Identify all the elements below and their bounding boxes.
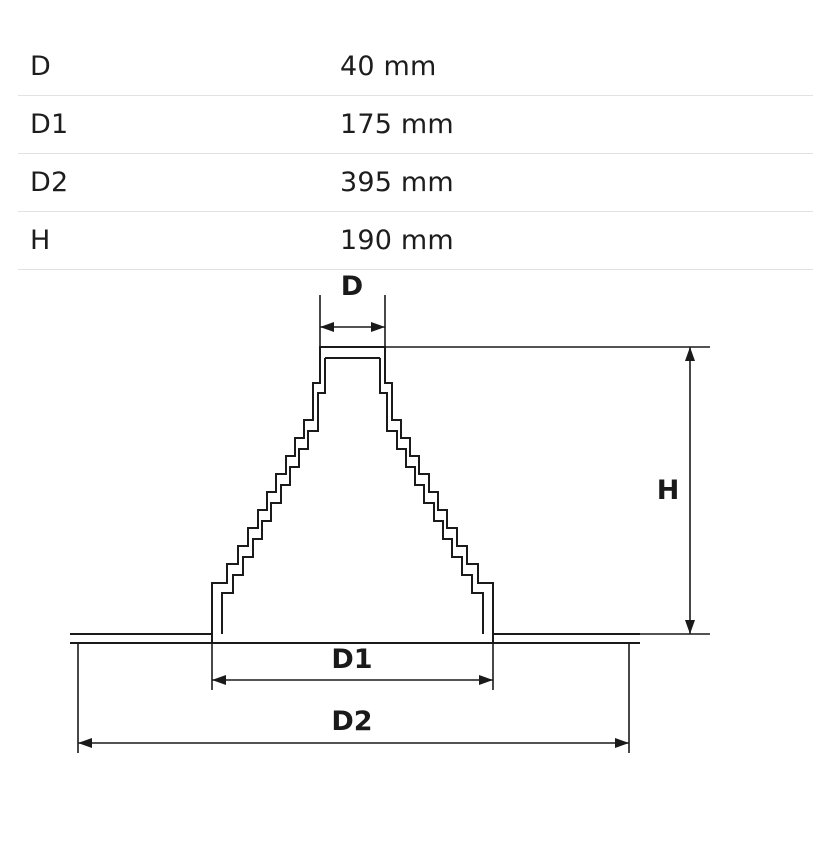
- arrow-head: [320, 322, 334, 332]
- table-row: [18, 38, 813, 96]
- stepped-cone-inner-lines: [70, 358, 640, 643]
- dimension-d: [320, 271, 385, 347]
- spec-key: D1: [30, 109, 69, 140]
- spec-value: 190 mm: [340, 225, 454, 256]
- spec-value: 175 mm: [340, 109, 454, 140]
- spec-key: H: [30, 225, 51, 256]
- dimension-label-d: D: [340, 271, 364, 302]
- dimension-h: [385, 347, 710, 634]
- technical-drawing: [0, 265, 829, 854]
- spec-value: 40 mm: [340, 51, 437, 82]
- specification-table: [18, 38, 813, 270]
- arrow-head: [615, 738, 629, 748]
- spec-key: D2: [30, 167, 69, 198]
- stepped-cone-outline: [70, 347, 640, 634]
- table-row: [18, 212, 813, 270]
- arrow-head: [685, 620, 695, 634]
- dimension-label-h: H: [656, 475, 680, 506]
- arrow-head: [371, 322, 385, 332]
- arrow-head: [212, 675, 226, 685]
- dimension-label-d2: D2: [331, 706, 373, 737]
- arrow-head: [78, 738, 92, 748]
- dimension-d1: [212, 643, 493, 690]
- table-row: [18, 96, 813, 154]
- spec-key: D: [30, 51, 51, 82]
- spec-value: 395 mm: [340, 167, 454, 198]
- arrow-head: [479, 675, 493, 685]
- table-row: [18, 154, 813, 212]
- dimension-label-d1: D1: [331, 644, 373, 675]
- arrow-head: [685, 347, 695, 361]
